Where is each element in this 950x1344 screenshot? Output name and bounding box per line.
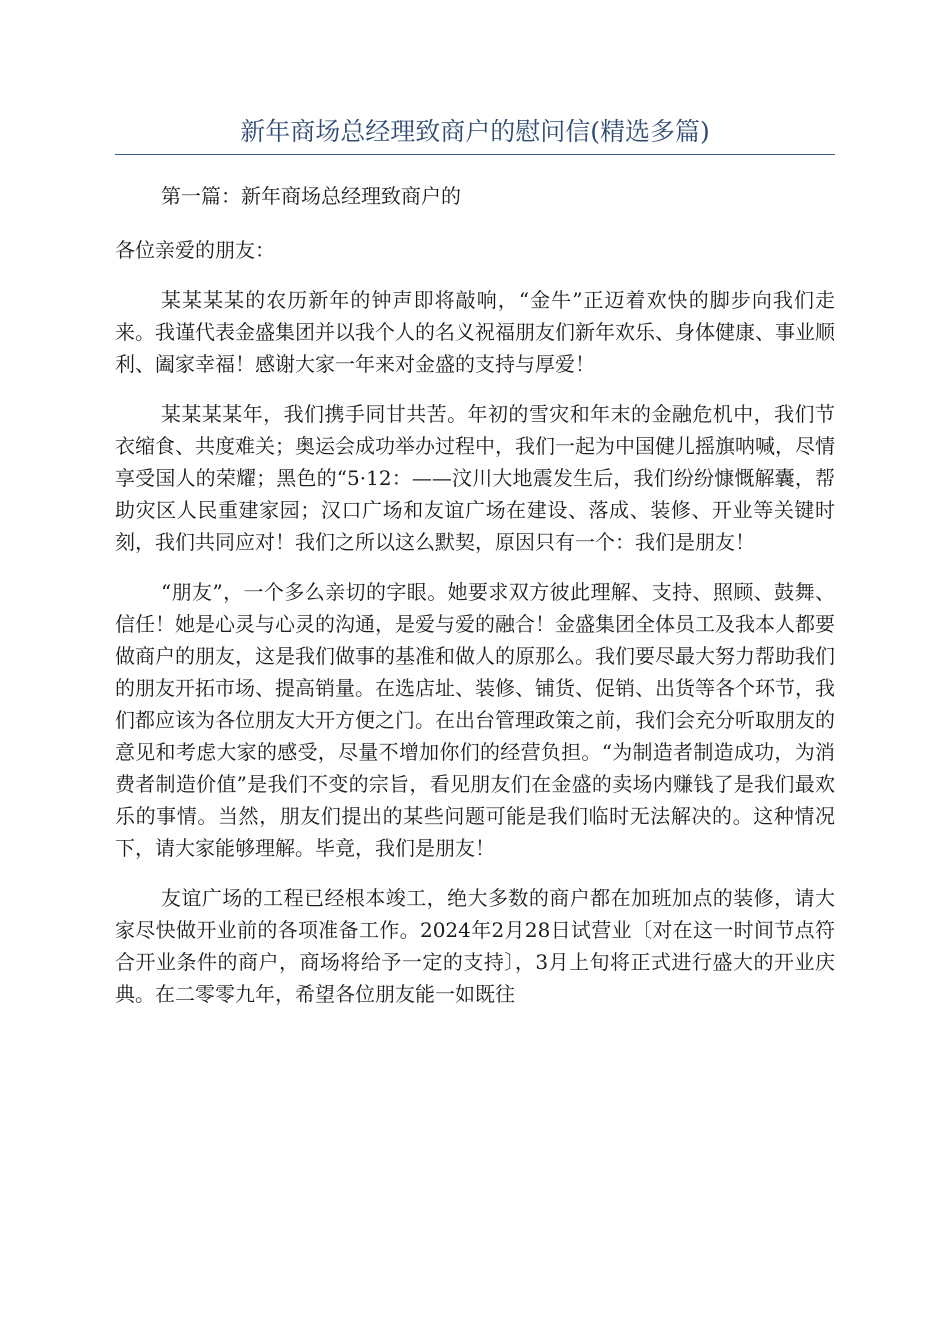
document-title: 新年商场总经理致商户的慰问信(精选多篇) [240, 117, 710, 146]
document-body [115, 180, 835, 1010]
paragraph: 某某某某年，我们携手同甘共苦。年初的雪灾和年末的金融危机中，我们节衣缩食、共度难关；奥运会成功举办过程中，我们一起为中国健儿摇旗呐喊，尽情享受国人的荣耀；黑色的“5·12：——汶川大地震发生后，我们纷纷慷慨解囊，帮助灾区人民重建家园；汉口广场和友谊广场在建设、落成、装修、开业等关键时刻，我们共同应对！我们之所以这么默契，原因只有一个：我们是朋友！ [115, 402, 835, 554]
greeting: 各位亲爱的朋友： [115, 238, 275, 262]
title-underline [115, 154, 835, 155]
section-heading: 第一篇：新年商场总经理致商户的 [161, 184, 461, 208]
paragraph: “朋友”，一个多么亲切的字眼。她要求双方彼此理解、支持、照顾、鼓舞、信任！她是心灵与心灵的沟通，是爱与爱的融合！金盛集团全体员工及我本人都要做商户的朋友，这是我们做事的基准和做人的原那么。我们要尽最大努力帮助我们的朋友开拓市场、提高销量。在选店址、装修、铺货、促销、出货等各个环节，我们都应该为各位朋友大开方便之门。在出台管理政策之前，我们会充分听取朋友的意见和考虑大家的感受，尽量不增加你们的经营负担。“为制造者制造成功，为消费者制造价值”是我们不变的宗旨，看见朋友们在金盛的卖场内赚钱了是我们最欢乐的事情。当然，朋友们提出的某些问题可能是我们临时无法解决的。这种情况下，请大家能够理解。毕竟，我们是朋友！ [115, 580, 835, 860]
paragraph: 某某某某的农历新年的钟声即将敲响，“金牛”正迈着欢快的脚步向我们走来。我谨代表金盛集团并以我个人的名义祝福朋友们新年欢乐、身体健康、事业顺利、阖家幸福！感谢大家一年来对金盛的支持与厚爱！ [115, 288, 835, 376]
paragraph: 友谊广场的工程已经根本竣工，绝大多数的商户都在加班加点的装修，请大家尽快做开业前的各项准备工作。2024年2月28日试营业〔对在这一时间节点符合开业条件的商户，商场将给予一定的支持〕，3月上旬将正式进行盛大的开业庆典。在二零零九年，希望各位朋友能一如既往 [115, 886, 835, 1006]
